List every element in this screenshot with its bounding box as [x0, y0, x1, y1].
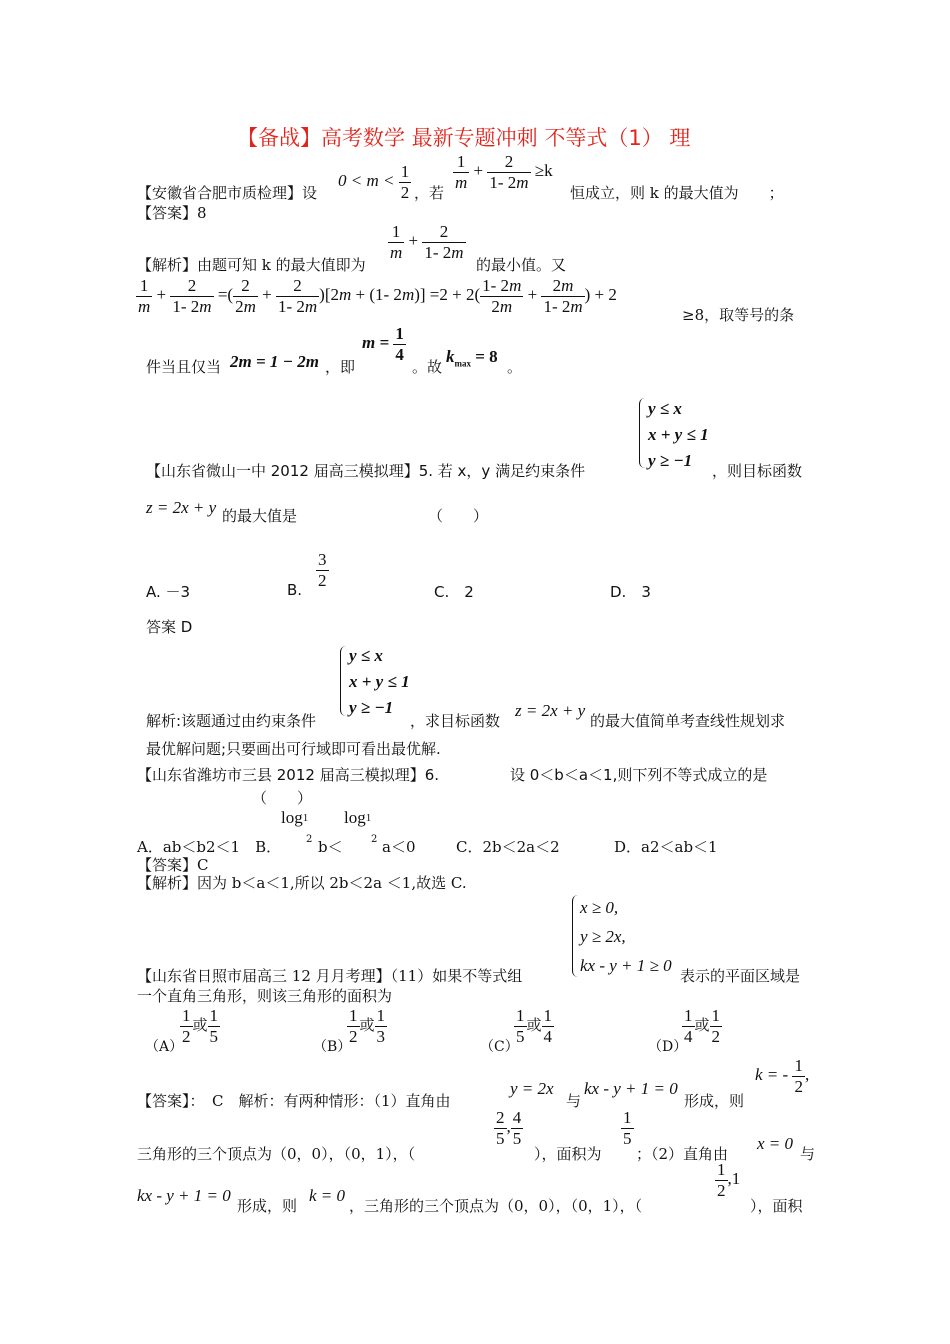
p4-line-k2: kx - y + 1 = 0	[137, 1186, 231, 1205]
p1-m-eq: m = $\frac{1}{4}$	[362, 324, 404, 364]
p3-opt-b-end: a＜0	[382, 838, 416, 856]
p2-sol-b: ，求目标函数	[410, 712, 501, 730]
p3-log1: $\log_1$	[281, 808, 309, 827]
p4-tri1-c: ；（2）直角由	[636, 1145, 729, 1163]
p3-paren: （ ）	[252, 789, 313, 807]
p4-after: 表示的平面区域是	[680, 967, 801, 985]
p4-line2: 一个直角三角形，则该三角形的面积为	[137, 987, 393, 1005]
p4-x0: x = 0	[757, 1134, 794, 1153]
p4-opt-d: $\frac{1}{4}$ 或 $\frac{1}{2}$	[684, 1006, 721, 1046]
p2-q-tail: 的最大值是	[222, 507, 298, 525]
p2-constraints-2: y ≤ x x + y ≤ 1 y ≥ −1	[349, 646, 410, 717]
p4-opt-b: $\frac{1}{2}$ 或 $\frac{1}{3}$	[349, 1006, 386, 1046]
constraint-brace	[639, 398, 646, 468]
p4-area1: $\frac{1}{5}$	[623, 1108, 632, 1148]
p2-opt-b: B.	[287, 581, 303, 599]
p1-cond-b: ，即	[325, 358, 356, 376]
p2-sol-c: 的最大值简单考查线性规划求	[590, 712, 786, 730]
p3-opt-a: A．ab＜b2＜1 B．	[137, 838, 282, 856]
p2-constraints: y ≤ x x + y ≤ 1 y ≥ −1	[648, 399, 709, 470]
p4-tri1: 三角形的三个顶点为（0，0），（0，1），（	[137, 1145, 416, 1163]
p4-formed2: 形成，则	[237, 1197, 298, 1215]
fraction-half: $\frac{1}{2}$	[400, 162, 410, 202]
p4-line-y2x: y = 2x	[510, 1079, 554, 1098]
p4-formed: 形成，则	[684, 1092, 745, 1110]
p3-opt-b-mid: b＜	[318, 838, 343, 856]
p1-kmax: $k_{max} = 8$	[446, 347, 498, 369]
p4-opt-a: $\frac{1}{2}$ 或 $\frac{1}{5}$	[182, 1006, 219, 1046]
p4-tri2-b: ），面积	[750, 1197, 803, 1215]
p4-k-neg: k = - $\frac{1}{2}$ ,	[755, 1056, 810, 1096]
p1-eq-line: $\frac{1}{m}$ + $\frac{2}{1- 2m}$ =( $\frac{2}{2m}$ + $\frac{2}{1- 2m}$ )[2m + (1- 2m)] =2 + 2( $\frac{1- 2m}{2m}$ + $\frac{2m}{1- 2m}$ ) + 2	[138, 276, 617, 316]
constraint-brace-3	[572, 895, 579, 977]
p4-opt-c: $\frac{1}{5}$ 或 $\frac{1}{4}$	[516, 1006, 553, 1046]
p4-source: 【山东省日照市届高三 12 月月考理】（11）如果不等式组	[137, 967, 523, 985]
p4-opt-c-label: （C）	[480, 1039, 519, 1055]
p4-opt-a-label: （A）	[145, 1039, 184, 1055]
p4-tri1-b: ），面积为	[534, 1145, 602, 1163]
p3-answer: 【答案】C	[137, 856, 209, 874]
p1-source: 【安徽省合肥市质检理】设	[137, 184, 318, 202]
p1-cond-c: 。故	[412, 358, 443, 376]
p1-cond-a: 件当且仅当	[146, 358, 222, 376]
p2-sol-d: 最优解问题;只要画出可行域即可看出最优解.	[146, 740, 441, 758]
p3-opt-c: C．2b＜2a＜2	[456, 838, 560, 856]
p4-tri1-pt: $\frac{2}{5}$ , $\frac{4}{5}$	[496, 1108, 522, 1148]
p1-after: 恒成立，则 k 的最大值为 ；	[570, 184, 784, 202]
cond-text: 0 < m <	[338, 170, 395, 190]
p1-expr: $\frac{1}{m}$ + $\frac{2}{1- 2m}$	[390, 222, 464, 262]
p4-with: 与	[566, 1092, 582, 1110]
page-title: 【备战】高考数学 最新专题冲刺 不等式（1） 理	[237, 126, 691, 150]
p1-ge8: ≥8，取等号的条	[682, 306, 795, 324]
p1-cond-eq: 2m = 1 − 2m	[230, 352, 319, 371]
p1-sol-suffix: 的最小值。又	[476, 256, 567, 274]
p4-k0: k = 0	[309, 1186, 346, 1205]
p4-tri2-pt: $\frac{1}{2}$ ,1	[717, 1160, 741, 1200]
p4-answer: 【答案】： C 解析：有两种情形：（1）直角由	[137, 1092, 451, 1110]
ineq-tail: ≥k	[534, 160, 553, 180]
p3-solution: 【解析】因为 b＜a＜1,所以 2b＜2a ＜1,故选 C.	[137, 874, 467, 892]
p4-opt-b-label: （B）	[313, 1039, 352, 1055]
p2-objective: z = 2x + y	[146, 498, 217, 517]
cond-inequality	[338, 162, 411, 202]
p3-stem: 设 0＜b＜a＜1,则下列不等式成立的是	[510, 766, 768, 784]
p4-with2: 与	[800, 1145, 816, 1163]
p3-source: 【山东省潍坊市三县 2012 届高三模拟理】6.	[137, 766, 440, 784]
p3-log2: $\log_1$	[344, 808, 372, 827]
log-base-2b: 2	[371, 834, 378, 845]
p2-opt-c: C. 2	[434, 583, 474, 601]
p3-opt-d: D．a2＜ab＜1	[614, 838, 718, 856]
p4-tri2: ，三角形的三个顶点为（0，0），（0，1），（	[349, 1197, 643, 1215]
p1-sol-prefix: 【解析】由题可知 k 的最大值即为	[137, 256, 366, 274]
log-base-2: 2	[306, 834, 313, 845]
constraint-brace-2	[340, 646, 347, 716]
p2-opt-a: A. －3	[146, 583, 191, 601]
p2-sol-a: 解析:该题通过由约束条件	[146, 712, 317, 730]
main-inequality: $\frac{1}{m}$ + $\frac{2}{1- 2m}$ ≥k	[455, 152, 553, 192]
p2-answer: 答案 D	[146, 618, 193, 636]
p4-line-k: kx - y + 1 = 0	[584, 1079, 678, 1098]
p1-mid: ，若	[414, 184, 445, 202]
p2-after: ，则目标函数	[712, 462, 803, 480]
p1-answer: 【答案】8	[137, 204, 207, 222]
p4-opt-d-label: （D）	[648, 1039, 688, 1055]
p1-end: 。	[507, 358, 523, 376]
p2-source: 【山东省微山一中 2012 届高三模拟理】5. 若 x，y 满足约束条件	[146, 462, 586, 480]
p2-objective-2: z = 2x + y	[515, 701, 586, 720]
p4-constraints: x ≥ 0, y ≥ 2x, kx - y + 1 ≥ 0	[580, 898, 672, 975]
p2-paren: （ ）	[428, 507, 489, 525]
p2-opt-d: D. 3	[610, 583, 651, 601]
p2-frac-3-2: $\frac{3}{2}$	[318, 550, 327, 590]
